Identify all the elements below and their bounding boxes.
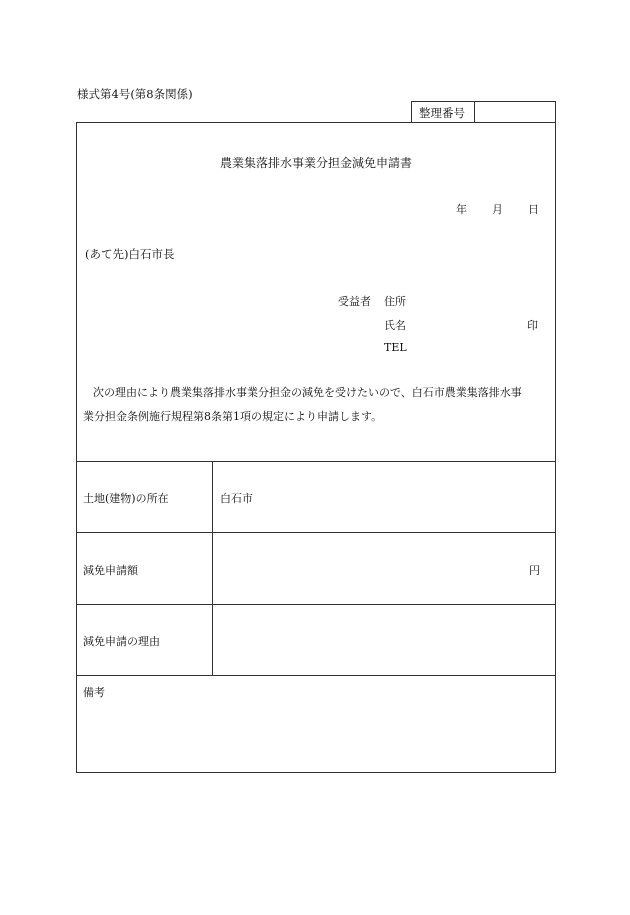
- table-row-divider: [76, 604, 556, 605]
- document-title: 農業集落排水事業分担金減免申請書: [219, 156, 412, 170]
- amount-label: 減免申請額: [83, 564, 138, 577]
- amount-field[interactable]: 円: [529, 564, 540, 577]
- table-column-divider: [212, 461, 213, 676]
- table-top-border: [76, 461, 556, 462]
- form-label: 様式第4号(第8条関係): [77, 87, 193, 101]
- name-label: 氏名: [384, 319, 406, 332]
- location-label: 土地(建物)の所在: [83, 492, 169, 505]
- date-year: 年: [456, 203, 467, 216]
- address-label: 住所: [384, 295, 406, 308]
- seal-mark: 印: [527, 319, 538, 332]
- control-number-label: 整理番号: [419, 106, 465, 120]
- table-bottom-border: [76, 675, 556, 676]
- remarks-label: 備考: [83, 686, 105, 699]
- addressee: (あて先)白石市長: [85, 247, 175, 261]
- date-month: 月: [492, 203, 503, 216]
- body-text-line1: 次の理由により農業集落排水事業分担金の減免を受けたいので、白石市農業集落排水事: [93, 386, 522, 399]
- reason-label: 減免申請の理由: [83, 635, 160, 648]
- reason-field[interactable]: [220, 612, 550, 668]
- tel-label: TEL: [384, 341, 407, 354]
- date-day: 日: [528, 203, 539, 216]
- control-number-field[interactable]: [480, 105, 550, 119]
- applicant-heading: 受益者: [338, 295, 371, 308]
- remarks-field[interactable]: [83, 702, 548, 766]
- body-text-line2: 業分担金条例施行規程第8条第1項の規定により申請します。: [83, 410, 383, 423]
- location-field[interactable]: 白石市: [220, 492, 253, 505]
- table-row-divider: [76, 532, 556, 533]
- control-number-divider: [474, 101, 475, 122]
